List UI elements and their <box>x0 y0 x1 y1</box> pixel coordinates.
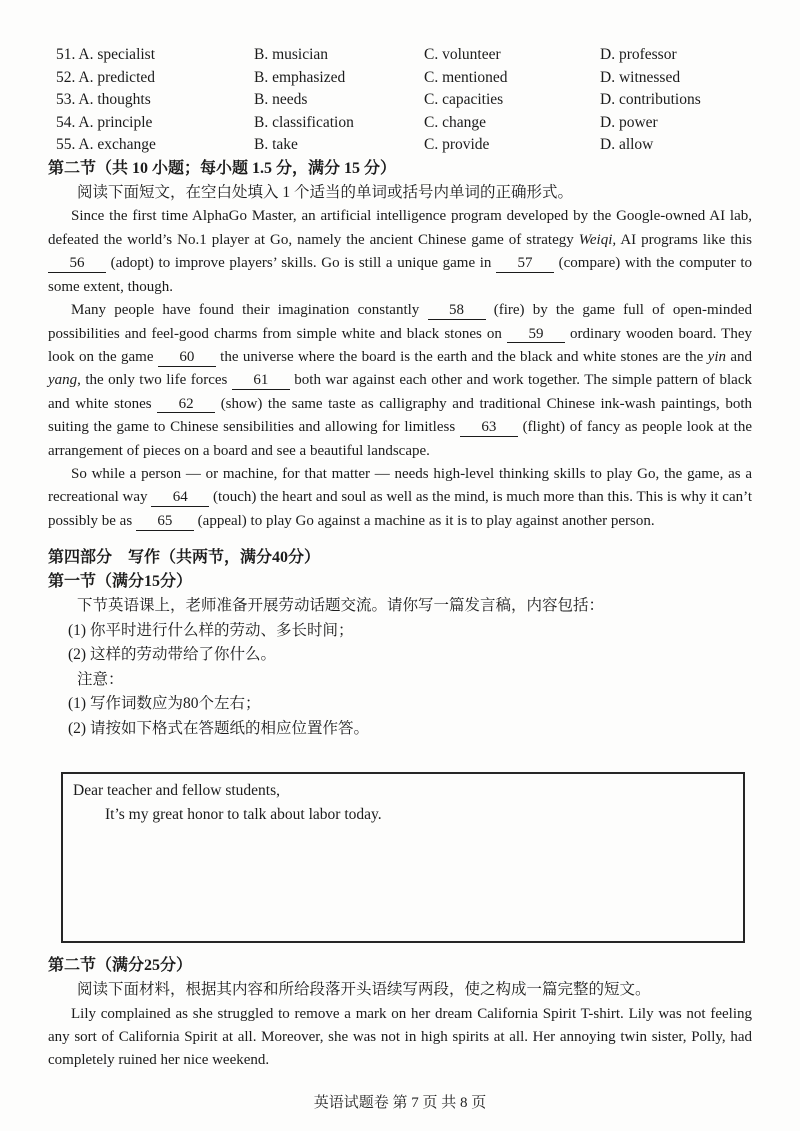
option-cell: D. professor <box>600 46 677 63</box>
passage-text: the universe where the board is the earth and the black and white stones are the <box>215 348 708 365</box>
content-point-1: (1) 你平时进行什么样的劳动、多长时间； <box>68 621 354 639</box>
option-cell: D. contributions <box>600 91 701 109</box>
note-item-1: (1) 写作词数应为80个左右； <box>68 695 261 713</box>
option-cell: C. mentioned <box>424 68 508 86</box>
blank-58: 58 <box>428 303 486 320</box>
cloze-section-heading: 第二节（共 10 小题；每小题 1.5 分，满分 15 分） <box>48 159 397 177</box>
option-cell: 51. A. specialist <box>56 46 156 63</box>
option-cell: C. provide <box>424 136 490 154</box>
answer-box-salutation: Dear teacher and fellow students, <box>73 782 281 800</box>
notes-label: 注意： <box>77 670 124 688</box>
page-footer: 英语试题卷 第 7 页 共 8 页 <box>313 1095 487 1111</box>
option-row-51 <box>56 44 752 67</box>
italic-term: yang <box>48 372 78 389</box>
option-cell: 52. A. predicted <box>56 68 156 86</box>
passage-text: both war against each other and work together. The simple pattern of black and white stones <box>48 372 752 412</box>
option-cell: D. power <box>600 113 658 131</box>
passage-text: (compare) with the computer to some extent, though. <box>48 255 752 295</box>
option-cell: B. classification <box>254 113 354 131</box>
option-cell: D. witnessed <box>600 68 681 86</box>
passage-text: ordinary wooden board. They look on the game <box>48 325 752 365</box>
section1-heading: 第一节（满分15分） <box>48 573 193 591</box>
passage-text: (appeal) to play Go against a machine as it is to play against another person. <box>193 512 655 529</box>
section2-heading: 第二节（满分25分） <box>48 957 193 975</box>
section2-passage: Lily complained as she struggled to remove a mark on her dream California Spirit T-shirt. Lily was not feeling any sort of California Spirit at all. Moreover, she was not in high spirits at all. Her annoying twin sister, Polly, had completely ruined her nice weekend. <box>48 1005 752 1069</box>
answer-box <box>61 772 745 943</box>
cloze-instruction: 阅读下面短文，在空白处填入 1 个适当的单词或括号内单词的正确形式。 <box>77 183 574 201</box>
option-row-52 <box>56 67 752 90</box>
cloze-paragraph-1 <box>48 205 752 299</box>
italic-term: Weiqi, <box>578 231 617 248</box>
passage-text: , the only two life forces <box>77 372 232 389</box>
option-cell: D. allow <box>600 136 654 154</box>
section2-intro: 阅读下面材料，根据其内容和所给段落开头语续写两段，使之构成一篇完整的短文。 <box>77 981 651 999</box>
passage-text: (flight) of fancy as people look at the arrangement of pieces on a board and see a beautiful landscape. <box>48 419 752 459</box>
option-cell: C. capacities <box>424 91 504 109</box>
passage-text: So while a person — or machine, for that matter — needs high-level thinking skills to play Go, the game, as a recreational way <box>48 465 752 506</box>
blank-65: 65 <box>136 514 194 531</box>
section1-intro: 下节英语课上，老师准备开展劳动话题交流。请你写一篇发言稿，内容包括： <box>77 597 605 615</box>
part4-heading: 第四部分 写作（共两节，满分40分） <box>48 549 321 567</box>
blank-63: 63 <box>460 420 518 437</box>
note-item-2: (2) 请按如下格式在答题纸的相应位置作答。 <box>68 719 369 737</box>
option-cell: C. change <box>424 113 486 131</box>
passage-text: Since the first time AlphaGo Master, an artificial intelligence program developed by the Google-owned AI lab, defeated the world’s No.1 player at Go, namely the ancient Chinese game of strategy <box>48 208 752 248</box>
cloze-paragraph-3 <box>48 463 752 533</box>
option-cell: C. volunteer <box>424 46 501 63</box>
blank-60: 60 <box>158 350 216 367</box>
blank-61: 61 <box>232 373 290 390</box>
content-point-2: (2) 这样的劳动带给了你什么。 <box>68 646 276 664</box>
passage-text: and <box>726 348 752 365</box>
option-cell: 54. A. principle <box>56 113 153 131</box>
option-row-54 <box>56 112 752 135</box>
option-cell: B. take <box>254 136 298 154</box>
blank-57: 57 <box>496 256 554 273</box>
option-cell: 55. A. exchange <box>56 136 156 154</box>
passage-text: (adopt) to improve players’ skills. Go is still a unique game in <box>106 255 497 272</box>
answer-box-opening: It’s my great honor to talk about labor today. <box>105 806 382 824</box>
options-table <box>56 44 752 157</box>
option-cell: B. needs <box>254 91 308 109</box>
passage-text: (touch) the heart and soul as well as the mind, is much more than this. This is why it can’t possibly be as <box>48 489 752 529</box>
italic-term: yin <box>707 348 726 365</box>
blank-64: 64 <box>151 490 209 507</box>
option-row-55 <box>56 134 752 157</box>
passage-text: AI programs like this <box>616 231 752 248</box>
cloze-paragraph-2 <box>48 299 752 463</box>
option-cell: B. musician <box>254 46 329 63</box>
option-cell: 53. A. thoughts <box>56 91 151 109</box>
blank-59: 59 <box>507 327 565 344</box>
blank-56: 56 <box>48 256 106 273</box>
option-row-53 <box>56 89 752 112</box>
passage-text: (fire) by the game full of open-minded possibilities and feel-good charms from simple white and black stones on <box>48 302 752 342</box>
option-cell: B. emphasized <box>254 68 346 86</box>
blank-62: 62 <box>157 397 215 414</box>
passage-text: Many people have found their imagination constantly <box>71 302 428 319</box>
passage-text: (show) the same taste as calligraphy and traditional Chinese ink-wash paintings, both suiting the game to Chinese sensibilities and allowing for limitless <box>48 395 753 436</box>
